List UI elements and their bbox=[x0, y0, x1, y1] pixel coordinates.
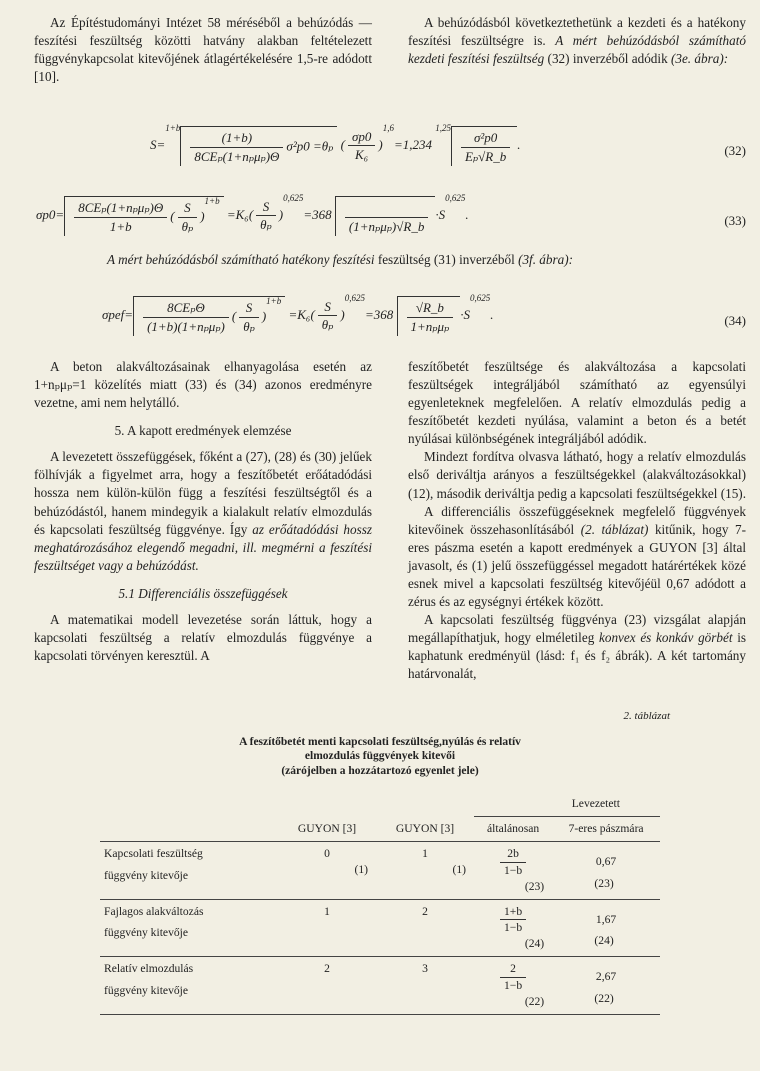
paragraph bbox=[408, 611, 746, 683]
eq-text: σp0= bbox=[36, 206, 65, 222]
eq-exponent: 1,6 bbox=[382, 123, 394, 133]
header-general: általánosan bbox=[487, 822, 540, 835]
numerator: 8CEₚΘ bbox=[143, 299, 229, 318]
equation-number: (33) bbox=[724, 213, 746, 228]
fraction bbox=[500, 846, 526, 879]
text: is kaphatunk eredményül (lásd: f₁ és f₂ ábrák). A két tartomány határvonalát, bbox=[408, 630, 747, 682]
eq-text: σpef= bbox=[102, 306, 134, 322]
numerator: S bbox=[318, 298, 338, 317]
radical bbox=[397, 296, 461, 336]
paragraph: A matematikai modell levezetése során láttuk, hogy a kapcsolati feszültség a relatív elmozdulás függvénye a kapcsolati törvényen keresztül. A bbox=[34, 611, 372, 664]
left-column-bottom bbox=[34, 358, 372, 665]
numerator: 2b bbox=[500, 846, 526, 863]
radical: $\frac{\text{8CEₚ(1+nₚμₚ)Θ}}{1+b}$ ( $\frac{S}{\text{θₚ}}$ )$^{1+b}$ bbox=[64, 196, 223, 236]
eq-exponent: 0,625 bbox=[469, 293, 491, 303]
text: A levezetett összefüggések, főként a (27), (28) és (30) jelűek fölhívják a figyelmet arra, hogy a feszítőbetét erőátadódási hossza nem külön-külön függ a feszítési feszültségtől és a behúzódástól, hanem mindegyik a kialakult relatív elmozdulás és kapcsolati feszültség függvénye. Így bbox=[34, 449, 372, 537]
cell-guyon-2 bbox=[376, 957, 474, 1015]
numerator: S bbox=[178, 199, 198, 218]
text: (32) inverzéből adódik bbox=[544, 51, 671, 67]
denominator: 1+b bbox=[109, 218, 132, 234]
denominator: K₆ bbox=[355, 147, 369, 163]
row-label-line: Kapcsolati feszültség bbox=[104, 846, 203, 860]
numerator: 8CEₚ(1+nₚμₚ)Θ bbox=[74, 199, 167, 218]
eq-text: =K₆ bbox=[226, 206, 249, 222]
numerator: S bbox=[256, 198, 276, 217]
fraction bbox=[178, 199, 198, 236]
eq-text: =368 bbox=[364, 306, 394, 322]
table-caption: 2. táblázat bbox=[623, 710, 670, 722]
denominator: Eₚ√R_b bbox=[464, 148, 507, 164]
table-row bbox=[100, 957, 660, 1015]
equation-32: S=$^{1+b}$ $\frac{(1+b)}{\text{8CEₚ(1+nₚμₚ)Θ}}$ σ²p0 =θₚ ( $\frac{\sigma p0}{\text{K₆}}$ )$^{1,6}$=1,234 $^{1,25}$ $\frac{\text{σ²p0}}{\text{Eₚ√R\_b}}$ . (32) bbox=[150, 123, 746, 164]
cell-value: 1 bbox=[422, 846, 428, 860]
denominator: θₚ bbox=[260, 217, 272, 233]
eq-exponent: 1+b bbox=[266, 296, 282, 306]
header-guyon-2: GUYON [3] bbox=[395, 821, 455, 835]
numerator: (1+b) bbox=[190, 129, 283, 148]
paragraph bbox=[408, 503, 746, 611]
cell-value: 2 bbox=[324, 962, 330, 976]
equation-34: σpef= $\frac{\text{8CEₚΘ}}{\text{(1+b)(1+nₚμₚ)}}$ ( $\frac{S}{\text{θₚ}}$ )$^{1+b}$ =K₆( $\frac{S}{\text{θₚ}}$ )$^{0,625}$=368 $\frac{√R\_b}{\text{1+nₚμₚ}}$ $\cdot S^{0,625}$. (34) bbox=[102, 293, 746, 334]
cell-guyon-1 bbox=[278, 841, 376, 899]
denominator: θₚ bbox=[321, 317, 334, 333]
cell-ref: (22) bbox=[524, 994, 545, 1008]
right-column-bottom bbox=[408, 358, 746, 683]
cell-ref: (23) bbox=[594, 876, 614, 890]
eq-text: =1,234 bbox=[393, 136, 432, 152]
cell-general bbox=[474, 899, 552, 957]
paragraph bbox=[34, 448, 372, 575]
text: feszültség (31) inverzéből bbox=[374, 252, 519, 267]
paragraph: Az Építéstudományi Intézet 58 méréséből a behúzódás — feszítési feszültség közötti hatvány alakban feltételezett függvénykapcsolat kitevőjének átlagértékelésére 1,5-re adódott [10]. bbox=[34, 15, 372, 85]
denominator: 1−b bbox=[504, 863, 523, 877]
equation-33: σp0= $\frac{\text{8CEₚ(1+nₚμₚ)Θ}}{1+b}$ ( $\frac{S}{\text{θₚ}}$ )$^{1+b}$ =K₆( $\frac{S}{\text{θₚ}}$ )$^{0,625}$=368 (1+nₚμₚ)√R_b $\cdot S^{0,625}$. (33) bbox=[36, 193, 746, 234]
section-heading: 5. A kapott eredmények elemzése bbox=[114, 423, 292, 439]
text: A differenciális összefüggéseknek megfelelő függvények kitevőinek összehasonlításából bbox=[408, 503, 746, 537]
eq-text: S= bbox=[150, 136, 166, 152]
cell-guyon-1 bbox=[278, 899, 376, 957]
cell-ref: (23) bbox=[524, 879, 545, 893]
denominator: (1+nₚμₚ)√R_b bbox=[348, 218, 425, 234]
cell-general bbox=[474, 957, 552, 1015]
equation-number: (34) bbox=[724, 313, 746, 328]
eq-text: ·S bbox=[435, 206, 446, 222]
numerator: S bbox=[239, 299, 259, 318]
fraction bbox=[461, 129, 510, 166]
fraction bbox=[74, 199, 167, 236]
text: A behúzódásból következtethetünk a kezdeti és a hatékony feszítési feszültségre is. bbox=[408, 15, 746, 49]
cell-value: 1,67 bbox=[595, 912, 617, 926]
eq-text: =368 bbox=[303, 206, 332, 222]
fraction bbox=[190, 129, 283, 166]
row-label-line: Relatív elmozdulás bbox=[104, 962, 194, 976]
numerator: 1+b bbox=[500, 904, 526, 921]
row-label bbox=[100, 957, 278, 1015]
cell-value: 0,67 bbox=[595, 854, 617, 868]
denominator: 1+nₚμₚ bbox=[410, 318, 450, 334]
fraction bbox=[239, 299, 259, 336]
paragraph: Mindezt fordítva olvasva látható, hogy a relatív elmozdulás első deriváltja arányos a feszültségekkel (alakváltozásokkal) (12), második deriváltja pedig a kapcsolati feszültségekkel (15). bbox=[408, 449, 747, 501]
header-guyon-1: GUYON [3] bbox=[297, 821, 357, 835]
denominator: 1−b bbox=[504, 921, 523, 935]
radical bbox=[451, 126, 517, 166]
radical bbox=[335, 196, 435, 236]
row-label-line: függvény kitevője bbox=[104, 926, 189, 940]
row-label-line: függvény kitevője bbox=[104, 868, 189, 882]
text: A mért behúzódásból számítható hatékony feszítési bbox=[106, 252, 375, 267]
table-title-line: A feszítőbetét menti kapcsolati feszültség,nyúlás és relatív bbox=[239, 736, 521, 748]
radical: $\frac{\text{8CEₚΘ}}{\text{(1+b)(1+nₚμₚ)}}$ ( $\frac{S}{\text{θₚ}}$ )$^{1+b}$ bbox=[133, 296, 285, 336]
text: A mért behúzódásból számítható kezdeti feszítési feszültség bbox=[408, 33, 746, 67]
cell-ref: (22) bbox=[594, 992, 614, 1005]
cell-value: 1 bbox=[324, 904, 330, 918]
subsection-heading: 5.1 Differenciális összefüggések bbox=[118, 585, 288, 601]
eq-exponent: 1,25 bbox=[435, 123, 451, 133]
fraction bbox=[500, 904, 526, 937]
denominator: θₚ bbox=[181, 218, 194, 234]
numerator: σ²p0 bbox=[461, 129, 510, 148]
data-table bbox=[100, 792, 660, 1015]
table-row bbox=[100, 899, 660, 957]
cell-guyon-1 bbox=[278, 957, 376, 1015]
cell-value: 2,67 bbox=[595, 970, 617, 984]
cell-ref: (24) bbox=[594, 934, 614, 948]
text: (2. táblázat) bbox=[580, 521, 649, 537]
denominator: 8CEₚ(1+nₚμₚ)Θ bbox=[194, 148, 280, 164]
fraction bbox=[500, 961, 526, 994]
cell-value: 3 bbox=[422, 962, 428, 976]
cell-value: 0 bbox=[324, 846, 330, 860]
row-label bbox=[100, 841, 278, 899]
table-title-line: (zárójelben a hozzátartozó egyenlet jele) bbox=[281, 764, 479, 777]
eq-exponent: 1+b bbox=[204, 196, 220, 206]
cell-ref: (1) bbox=[354, 862, 368, 876]
text: A kapcsolati feszültség függvénya (23) vizsgálat alapján megállapíthatjuk, hogy elméletileg bbox=[408, 612, 746, 646]
numerator: √R_b bbox=[407, 299, 454, 318]
denominator: θₚ bbox=[243, 318, 255, 334]
equation-number: (32) bbox=[724, 143, 746, 158]
denominator: (1+b)(1+nₚμₚ) bbox=[147, 318, 225, 334]
text: (3e. ábra): bbox=[670, 51, 729, 67]
eq-exponent: 0,625 bbox=[445, 193, 466, 203]
fraction bbox=[318, 298, 338, 335]
radical bbox=[180, 126, 337, 166]
fraction bbox=[256, 198, 276, 235]
row-label-line: Fajlagos alakváltozás bbox=[104, 904, 204, 918]
table-title bbox=[100, 735, 660, 778]
fraction bbox=[345, 199, 428, 236]
denominator: 1−b bbox=[504, 979, 523, 992]
paragraph: A beton alakváltozásainak elhanyagolása esetén az 1+nₚμₚ=1 közelítés miatt (33) és (34) azonos eredményre vezetne, ami nem helytálló. bbox=[34, 359, 372, 411]
right-column-top bbox=[408, 14, 746, 68]
eq-text: ·S bbox=[460, 306, 470, 322]
header-derived: Levezetett bbox=[474, 792, 660, 816]
eq-text: =K₆ bbox=[288, 306, 311, 322]
eq-exponent: 1+b bbox=[165, 123, 181, 133]
cell-ref: (24) bbox=[524, 937, 545, 951]
fraction bbox=[143, 299, 229, 336]
eq-text: σ²p0 =θₚ bbox=[286, 138, 334, 154]
numerator: σp0 bbox=[348, 128, 375, 147]
cell-7-strand bbox=[552, 899, 660, 957]
equation-intro bbox=[0, 251, 720, 269]
table-title-line: elmozdulás függvények kitevői bbox=[304, 750, 456, 763]
text: az erőátadódási hossz meghatározásához elegendő megadni, ill. megmérni a feszítési feszültséget vagy a behúzódást. bbox=[34, 521, 372, 573]
row-label-line: függvény kitevője bbox=[104, 984, 189, 997]
cell-guyon-2 bbox=[376, 841, 474, 899]
cell-7-strand bbox=[552, 957, 660, 1015]
numerator: 2 bbox=[500, 961, 526, 978]
fraction bbox=[348, 128, 375, 165]
text: kitűnik, hogy 7-eres pászma esetén a kapott eredmények a GUYON [3] által javasolt, és (1) jelű összefüggéssel megadott határértékek közé esnek mivel a kapcsolati feszültség kitevőjéül 0,67 adódott a zérus és az egységnyi értékek között. bbox=[408, 521, 746, 610]
paragraph bbox=[408, 14, 746, 68]
text: (3f. ábra): bbox=[518, 252, 574, 267]
paragraph: feszítőbetét feszültsége és alakváltozása a kapcsolati feszültségek integráljából számítható az egyensúlyi egyenleteknek megfelelően. A relatív elmozdulás pedig a feszítőbetét kezdeti nyúlása, valamint a beton és a betét nyúlásai különbségének integráljából adódik. bbox=[408, 359, 746, 447]
left-column-top bbox=[34, 14, 372, 86]
cell-7-strand bbox=[552, 841, 660, 899]
eq-exponent: 0,625 bbox=[344, 293, 365, 303]
cell-guyon-2 bbox=[376, 899, 474, 957]
table-row bbox=[100, 841, 660, 899]
table-2 bbox=[100, 735, 660, 1015]
cell-general bbox=[474, 841, 552, 899]
cell-value: 2 bbox=[422, 904, 428, 918]
header-7-strand: 7-eres pászmára bbox=[568, 822, 644, 835]
fraction bbox=[407, 299, 454, 336]
row-label bbox=[100, 899, 278, 957]
eq-exponent: 0,625 bbox=[283, 193, 304, 203]
cell-ref: (1) bbox=[452, 862, 466, 876]
text: konvex és konkáv görbét bbox=[599, 630, 733, 646]
